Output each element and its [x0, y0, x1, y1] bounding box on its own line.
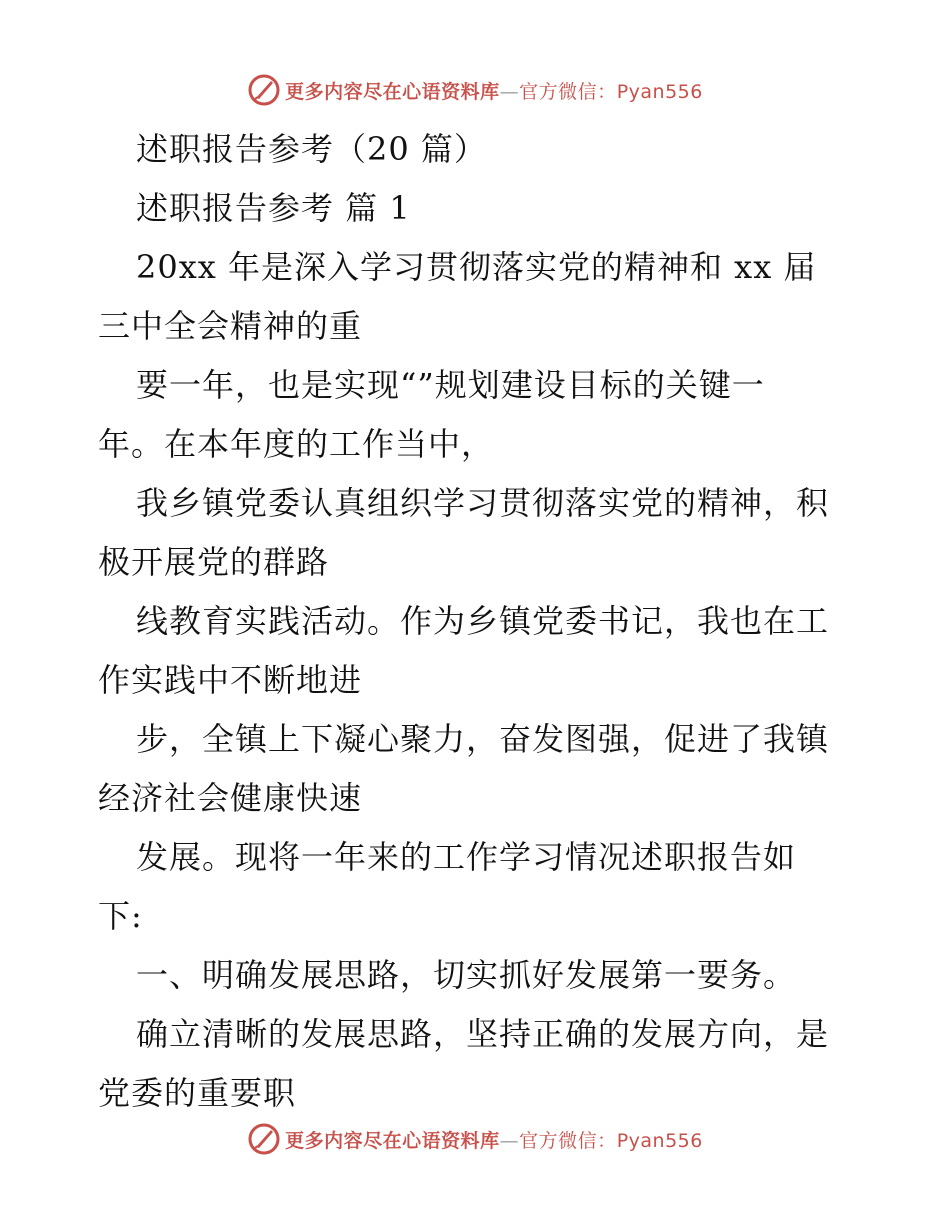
paragraph-line: 年。在本年度的工作当中， [98, 425, 495, 463]
paragraph-line: 发展。现将一年来的工作学习情况述职报告如 [136, 838, 797, 876]
paragraph-line: 党委的重要职 [98, 1074, 297, 1112]
banner-contact-id: Pyan556 [616, 80, 703, 103]
banner-contact-id: Pyan556 [616, 1129, 703, 1152]
banner-text [285, 77, 703, 104]
banner-contact-label: 官方微信： [519, 1129, 617, 1152]
numbered-heading: 一、明确发展思路，切实抓好发展第一要务。 [136, 956, 797, 994]
paragraph-line: 线教育实践活动。作为乡镇党委书记，我也在工 [136, 602, 830, 640]
document-body [98, 120, 858, 1123]
paragraph-line: 作实践中不断地进 [98, 661, 363, 699]
paragraph-line: 经济社会健康快速 [98, 779, 363, 817]
document-title: 述职报告参考（20 篇） [136, 130, 487, 168]
paragraph-line: 下: [98, 897, 143, 935]
paragraph-line: 三中全会精神的重 [98, 307, 363, 345]
section-heading: 述职报告参考 篇 1 [136, 189, 411, 227]
banner-site-name: 更多内容尽在心语资料库 [285, 80, 500, 103]
quill-logo-icon [247, 73, 281, 107]
paragraph-line: 要一年，也是实现“”规划建设目标的关键一 [136, 366, 765, 404]
paragraph-line: 20xx 年是深入学习贯彻落实党的精神和 xx 届 [136, 248, 817, 286]
paragraph-line: 我乡镇党委认真组织学习贯彻落实党的精神，积 [136, 484, 830, 522]
quill-logo-icon [247, 1122, 281, 1156]
paragraph-line: 极开展党的群路 [98, 543, 330, 581]
footer-watermark-banner [0, 1119, 950, 1159]
banner-contact-label: 官方微信： [519, 80, 617, 103]
banner-dash: — [499, 80, 520, 103]
banner-site-name: 更多内容尽在心语资料库 [285, 1129, 500, 1152]
banner-text [285, 1126, 703, 1153]
header-watermark-banner [0, 70, 950, 110]
banner-dash: — [499, 1129, 520, 1152]
paragraph-line: 确立清晰的发展思路，坚持正确的发展方向，是 [136, 1015, 830, 1053]
paragraph-line: 步，全镇上下凝心聚力，奋发图强，促进了我镇 [136, 720, 830, 758]
